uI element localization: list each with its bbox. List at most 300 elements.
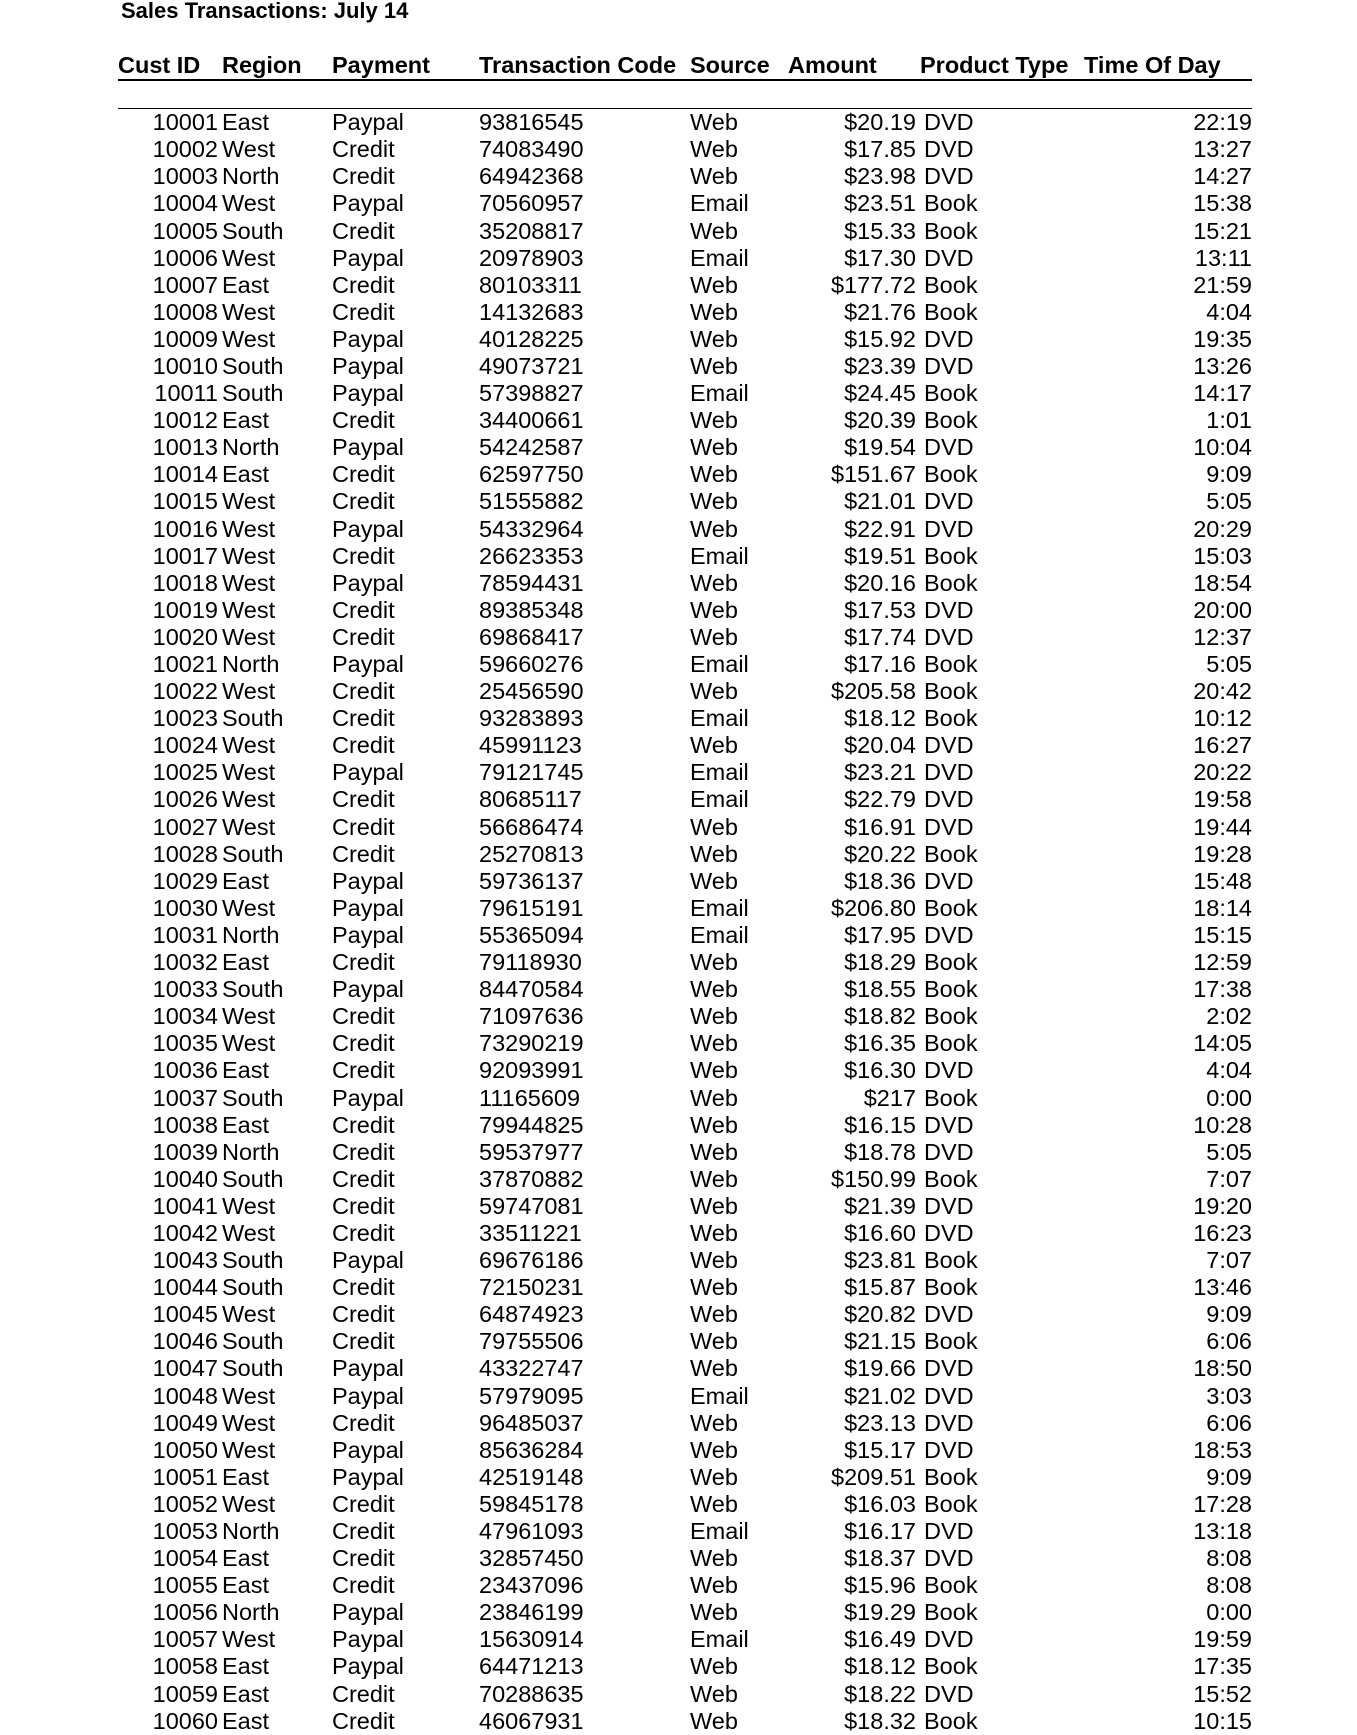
- cell-source[interactable]: Web: [690, 298, 738, 325]
- cell-product-type[interactable]: Book: [924, 1030, 978, 1057]
- cell-time-of-day[interactable]: 10:12: [1193, 705, 1252, 732]
- cell-source[interactable]: Email: [690, 542, 749, 569]
- cell-transaction-code[interactable]: 14132683: [479, 298, 584, 325]
- cell-transaction-code[interactable]: 35208817: [479, 217, 584, 244]
- cell-time-of-day[interactable]: 18:50: [1193, 1355, 1252, 1382]
- cell-payment[interactable]: Credit: [332, 949, 395, 976]
- cell-region[interactable]: West: [222, 488, 276, 515]
- cell-source[interactable]: Web: [690, 840, 738, 867]
- cell-product-type[interactable]: Book: [924, 1572, 978, 1599]
- cell-amount[interactable]: $20.16: [844, 569, 916, 596]
- cell-amount[interactable]: $19.29: [844, 1599, 916, 1626]
- cell-product-type[interactable]: DVD: [924, 623, 974, 650]
- cell-payment[interactable]: Credit: [332, 678, 395, 705]
- cell-cust-id[interactable]: 10046: [152, 1328, 218, 1355]
- cell-time-of-day[interactable]: 19:28: [1193, 840, 1252, 867]
- cell-time-of-day[interactable]: 15:52: [1193, 1680, 1252, 1707]
- cell-cust-id[interactable]: 10044: [152, 1274, 218, 1301]
- cell-time-of-day[interactable]: 18:53: [1193, 1436, 1252, 1463]
- cell-amount[interactable]: $20.82: [844, 1301, 916, 1328]
- cell-cust-id[interactable]: 10008: [152, 298, 218, 325]
- cell-time-of-day[interactable]: 12:37: [1193, 623, 1252, 650]
- cell-product-type[interactable]: Book: [924, 1274, 978, 1301]
- cell-amount[interactable]: $16.91: [844, 813, 916, 840]
- cell-product-type[interactable]: DVD: [924, 1301, 974, 1328]
- cell-region[interactable]: West: [222, 1219, 276, 1246]
- cell-region[interactable]: North: [222, 921, 280, 948]
- cell-payment[interactable]: Credit: [332, 136, 395, 163]
- cell-amount[interactable]: $16.60: [844, 1219, 916, 1246]
- cell-transaction-code[interactable]: 72150231: [479, 1274, 584, 1301]
- cell-payment[interactable]: Paypal: [332, 759, 404, 786]
- cell-payment[interactable]: Credit: [332, 840, 395, 867]
- cell-region[interactable]: North: [222, 1138, 280, 1165]
- cell-amount[interactable]: $19.54: [844, 434, 916, 461]
- cell-cust-id[interactable]: 10030: [152, 894, 218, 921]
- cell-amount[interactable]: $23.39: [844, 352, 916, 379]
- cell-region[interactable]: West: [222, 786, 276, 813]
- cell-time-of-day[interactable]: 17:28: [1193, 1490, 1252, 1517]
- cell-time-of-day[interactable]: 19:59: [1193, 1626, 1252, 1653]
- cell-payment[interactable]: Credit: [332, 1707, 395, 1734]
- cell-transaction-code[interactable]: 15630914: [479, 1626, 584, 1653]
- cell-amount[interactable]: $177.72: [831, 271, 916, 298]
- cell-region[interactable]: East: [222, 1463, 270, 1490]
- cell-payment[interactable]: Paypal: [332, 921, 404, 948]
- cell-time-of-day[interactable]: 20:42: [1193, 678, 1252, 705]
- cell-payment[interactable]: Credit: [332, 1057, 395, 1084]
- cell-region[interactable]: North: [222, 1599, 280, 1626]
- cell-amount[interactable]: $24.45: [844, 380, 916, 407]
- cell-region[interactable]: West: [222, 1382, 276, 1409]
- cell-amount[interactable]: $16.30: [844, 1057, 916, 1084]
- cell-product-type[interactable]: DVD: [924, 434, 974, 461]
- cell-region[interactable]: West: [222, 1409, 276, 1436]
- cell-transaction-code[interactable]: 69868417: [479, 623, 584, 650]
- cell-product-type[interactable]: Book: [924, 840, 978, 867]
- cell-source[interactable]: Web: [690, 623, 738, 650]
- cell-region[interactable]: South: [222, 1328, 284, 1355]
- column-header-region[interactable]: Region: [222, 52, 302, 78]
- cell-cust-id[interactable]: 10047: [152, 1355, 218, 1382]
- cell-product-type[interactable]: Book: [924, 217, 978, 244]
- cell-product-type[interactable]: DVD: [924, 1138, 974, 1165]
- cell-time-of-day[interactable]: 7:07: [1206, 1165, 1252, 1192]
- cell-amount[interactable]: $22.91: [844, 515, 916, 542]
- cell-cust-id[interactable]: 10038: [152, 1111, 218, 1138]
- cell-product-type[interactable]: Book: [924, 1165, 978, 1192]
- cell-amount[interactable]: $23.81: [844, 1247, 916, 1274]
- cell-transaction-code[interactable]: 54332964: [479, 515, 584, 542]
- cell-payment[interactable]: Credit: [332, 1219, 395, 1246]
- cell-source[interactable]: Web: [690, 1057, 738, 1084]
- cell-payment[interactable]: Credit: [332, 1192, 395, 1219]
- cell-transaction-code[interactable]: 47961093: [479, 1518, 584, 1545]
- cell-transaction-code[interactable]: 92093991: [479, 1057, 584, 1084]
- cell-source[interactable]: Web: [690, 1030, 738, 1057]
- cell-region[interactable]: West: [222, 515, 276, 542]
- cell-region[interactable]: West: [222, 678, 276, 705]
- cell-product-type[interactable]: Book: [924, 1707, 978, 1734]
- cell-amount[interactable]: $19.66: [844, 1355, 916, 1382]
- cell-region[interactable]: North: [222, 434, 280, 461]
- cell-region[interactable]: North: [222, 651, 280, 678]
- cell-region[interactable]: East: [222, 867, 270, 894]
- cell-amount[interactable]: $206.80: [831, 894, 916, 921]
- cell-cust-id[interactable]: 10060: [152, 1707, 218, 1734]
- cell-time-of-day[interactable]: 16:23: [1193, 1219, 1252, 1246]
- column-header-amount[interactable]: Amount: [788, 52, 877, 78]
- cell-product-type[interactable]: DVD: [924, 352, 974, 379]
- cell-time-of-day[interactable]: 19:20: [1193, 1192, 1252, 1219]
- cell-payment[interactable]: Credit: [332, 1301, 395, 1328]
- cell-transaction-code[interactable]: 20978903: [479, 244, 584, 271]
- cell-amount[interactable]: $16.17: [844, 1518, 916, 1545]
- cell-payment[interactable]: Credit: [332, 271, 395, 298]
- cell-region[interactable]: North: [222, 163, 280, 190]
- cell-payment[interactable]: Credit: [332, 1138, 395, 1165]
- cell-region[interactable]: South: [222, 352, 284, 379]
- cell-amount[interactable]: $23.98: [844, 163, 916, 190]
- cell-source[interactable]: Web: [690, 1165, 738, 1192]
- cell-source[interactable]: Web: [690, 515, 738, 542]
- cell-cust-id[interactable]: 10007: [152, 271, 218, 298]
- cell-amount[interactable]: $15.92: [844, 325, 916, 352]
- cell-transaction-code[interactable]: 69676186: [479, 1247, 584, 1274]
- cell-product-type[interactable]: Book: [924, 1084, 978, 1111]
- cell-region[interactable]: North: [222, 1518, 280, 1545]
- cell-cust-id[interactable]: 10001: [152, 109, 218, 136]
- cell-payment[interactable]: Paypal: [332, 894, 404, 921]
- cell-transaction-code[interactable]: 51555882: [479, 488, 584, 515]
- cell-source[interactable]: Web: [690, 163, 738, 190]
- cell-cust-id[interactable]: 10020: [152, 623, 218, 650]
- cell-source[interactable]: Web: [690, 678, 738, 705]
- cell-cust-id[interactable]: 10048: [152, 1382, 218, 1409]
- cell-product-type[interactable]: DVD: [924, 1192, 974, 1219]
- cell-time-of-day[interactable]: 5:05: [1206, 488, 1252, 515]
- cell-time-of-day[interactable]: 3:03: [1206, 1382, 1252, 1409]
- cell-source[interactable]: Web: [690, 949, 738, 976]
- cell-amount[interactable]: $22.79: [844, 786, 916, 813]
- cell-transaction-code[interactable]: 56686474: [479, 813, 584, 840]
- cell-amount[interactable]: $15.17: [844, 1436, 916, 1463]
- cell-transaction-code[interactable]: 74083490: [479, 136, 584, 163]
- cell-transaction-code[interactable]: 85636284: [479, 1436, 584, 1463]
- cell-product-type[interactable]: DVD: [924, 109, 974, 136]
- cell-region[interactable]: East: [222, 461, 270, 488]
- cell-payment[interactable]: Credit: [332, 1409, 395, 1436]
- cell-cust-id[interactable]: 10055: [152, 1572, 218, 1599]
- cell-source[interactable]: Web: [690, 1084, 738, 1111]
- cell-region[interactable]: East: [222, 1680, 270, 1707]
- column-header-product-type[interactable]: Product Type: [920, 52, 1069, 78]
- cell-cust-id[interactable]: 10012: [152, 407, 218, 434]
- cell-source[interactable]: Web: [690, 1219, 738, 1246]
- cell-payment[interactable]: Paypal: [332, 1626, 404, 1653]
- cell-payment[interactable]: Paypal: [332, 1463, 404, 1490]
- cell-source[interactable]: Web: [690, 1192, 738, 1219]
- cell-transaction-code[interactable]: 59845178: [479, 1490, 584, 1517]
- cell-region[interactable]: West: [222, 1301, 276, 1328]
- cell-amount[interactable]: $15.33: [844, 217, 916, 244]
- cell-transaction-code[interactable]: 78594431: [479, 569, 584, 596]
- cell-cust-id[interactable]: 10041: [152, 1192, 218, 1219]
- cell-transaction-code[interactable]: 46067931: [479, 1707, 584, 1734]
- cell-time-of-day[interactable]: 13:26: [1193, 352, 1252, 379]
- cell-time-of-day[interactable]: 14:17: [1193, 380, 1252, 407]
- cell-transaction-code[interactable]: 54242587: [479, 434, 584, 461]
- cell-transaction-code[interactable]: 59736137: [479, 867, 584, 894]
- cell-cust-id[interactable]: 10019: [152, 596, 218, 623]
- cell-product-type[interactable]: DVD: [924, 163, 974, 190]
- cell-cust-id[interactable]: 10039: [152, 1138, 218, 1165]
- cell-product-type[interactable]: Book: [924, 407, 978, 434]
- cell-source[interactable]: Web: [690, 488, 738, 515]
- cell-time-of-day[interactable]: 15:38: [1193, 190, 1252, 217]
- cell-product-type[interactable]: DVD: [924, 244, 974, 271]
- cell-transaction-code[interactable]: 23846199: [479, 1599, 584, 1626]
- cell-region[interactable]: East: [222, 1057, 270, 1084]
- cell-source[interactable]: Web: [690, 325, 738, 352]
- column-header-transaction-code[interactable]: Transaction Code: [479, 52, 677, 78]
- cell-product-type[interactable]: Book: [924, 271, 978, 298]
- cell-amount[interactable]: $21.15: [844, 1328, 916, 1355]
- cell-cust-id[interactable]: 10040: [152, 1165, 218, 1192]
- cell-amount[interactable]: $15.96: [844, 1572, 916, 1599]
- cell-source[interactable]: Web: [690, 569, 738, 596]
- cell-cust-id[interactable]: 10021: [152, 651, 218, 678]
- cell-time-of-day[interactable]: 14:05: [1193, 1030, 1252, 1057]
- cell-cust-id[interactable]: 10029: [152, 867, 218, 894]
- cell-product-type[interactable]: DVD: [924, 325, 974, 352]
- cell-source[interactable]: Web: [690, 407, 738, 434]
- cell-cust-id[interactable]: 10045: [152, 1301, 218, 1328]
- cell-source[interactable]: Web: [690, 352, 738, 379]
- cell-transaction-code[interactable]: 79755506: [479, 1328, 584, 1355]
- cell-cust-id[interactable]: 10027: [152, 813, 218, 840]
- cell-source[interactable]: Web: [690, 1328, 738, 1355]
- cell-region[interactable]: West: [222, 1030, 276, 1057]
- cell-time-of-day[interactable]: 19:44: [1193, 813, 1252, 840]
- cell-transaction-code[interactable]: 55365094: [479, 921, 584, 948]
- cell-transaction-code[interactable]: 42519148: [479, 1463, 584, 1490]
- cell-source[interactable]: Web: [690, 1545, 738, 1572]
- cell-transaction-code[interactable]: 70560957: [479, 190, 584, 217]
- cell-time-of-day[interactable]: 1:01: [1206, 407, 1252, 434]
- cell-transaction-code[interactable]: 59747081: [479, 1192, 584, 1219]
- cell-time-of-day[interactable]: 13:27: [1193, 136, 1252, 163]
- cell-cust-id[interactable]: 10016: [152, 515, 218, 542]
- cell-product-type[interactable]: DVD: [924, 786, 974, 813]
- cell-transaction-code[interactable]: 71097636: [479, 1003, 584, 1030]
- cell-amount[interactable]: $20.04: [844, 732, 916, 759]
- cell-payment[interactable]: Paypal: [332, 434, 404, 461]
- cell-transaction-code[interactable]: 93283893: [479, 705, 584, 732]
- cell-cust-id[interactable]: 10003: [152, 163, 218, 190]
- cell-transaction-code[interactable]: 59537977: [479, 1138, 584, 1165]
- cell-cust-id[interactable]: 10024: [152, 732, 218, 759]
- cell-payment[interactable]: Credit: [332, 1111, 395, 1138]
- cell-product-type[interactable]: Book: [924, 461, 978, 488]
- cell-source[interactable]: Email: [690, 1626, 749, 1653]
- cell-product-type[interactable]: Book: [924, 380, 978, 407]
- cell-source[interactable]: Web: [690, 1599, 738, 1626]
- cell-amount[interactable]: $20.19: [844, 109, 916, 136]
- cell-amount[interactable]: $17.30: [844, 244, 916, 271]
- cell-transaction-code[interactable]: 62597750: [479, 461, 584, 488]
- cell-cust-id[interactable]: 10022: [152, 678, 218, 705]
- cell-time-of-day[interactable]: 10:04: [1193, 434, 1252, 461]
- cell-region[interactable]: South: [222, 217, 284, 244]
- cell-amount[interactable]: $18.32: [844, 1707, 916, 1734]
- cell-amount[interactable]: $21.02: [844, 1382, 916, 1409]
- cell-time-of-day[interactable]: 15:48: [1193, 867, 1252, 894]
- cell-time-of-day[interactable]: 5:05: [1206, 1138, 1252, 1165]
- cell-time-of-day[interactable]: 13:46: [1193, 1274, 1252, 1301]
- cell-region[interactable]: West: [222, 1003, 276, 1030]
- cell-cust-id[interactable]: 10002: [152, 136, 218, 163]
- cell-payment[interactable]: Credit: [332, 1165, 395, 1192]
- cell-time-of-day[interactable]: 8:08: [1206, 1572, 1252, 1599]
- cell-product-type[interactable]: DVD: [924, 759, 974, 786]
- cell-amount[interactable]: $18.37: [844, 1545, 916, 1572]
- cell-source[interactable]: Web: [690, 1409, 738, 1436]
- cell-transaction-code[interactable]: 57979095: [479, 1382, 584, 1409]
- cell-region[interactable]: East: [222, 1707, 270, 1734]
- cell-product-type[interactable]: Book: [924, 542, 978, 569]
- cell-time-of-day[interactable]: 9:09: [1206, 1301, 1252, 1328]
- cell-product-type[interactable]: DVD: [924, 1436, 974, 1463]
- cell-payment[interactable]: Paypal: [332, 1599, 404, 1626]
- cell-transaction-code[interactable]: 40128225: [479, 325, 584, 352]
- cell-source[interactable]: Email: [690, 1382, 749, 1409]
- cell-source[interactable]: Email: [690, 894, 749, 921]
- cell-amount[interactable]: $21.39: [844, 1192, 916, 1219]
- cell-region[interactable]: South: [222, 840, 284, 867]
- cell-cust-id[interactable]: 10059: [152, 1680, 218, 1707]
- cell-region[interactable]: East: [222, 109, 270, 136]
- cell-payment[interactable]: Credit: [332, 813, 395, 840]
- cell-region[interactable]: West: [222, 759, 276, 786]
- cell-transaction-code[interactable]: 32857450: [479, 1545, 584, 1572]
- cell-product-type[interactable]: Book: [924, 1653, 978, 1680]
- cell-region[interactable]: West: [222, 732, 276, 759]
- cell-time-of-day[interactable]: 20:29: [1193, 515, 1252, 542]
- cell-payment[interactable]: Paypal: [332, 380, 404, 407]
- cell-source[interactable]: Web: [690, 1490, 738, 1517]
- cell-cust-id[interactable]: 10026: [152, 786, 218, 813]
- cell-product-type[interactable]: Book: [924, 1003, 978, 1030]
- cell-cust-id[interactable]: 10006: [152, 244, 218, 271]
- cell-transaction-code[interactable]: 33511221: [479, 1219, 582, 1246]
- cell-cust-id[interactable]: 10017: [152, 542, 218, 569]
- cell-region[interactable]: West: [222, 190, 276, 217]
- cell-transaction-code[interactable]: 93816545: [479, 109, 584, 136]
- cell-amount[interactable]: $16.35: [844, 1030, 916, 1057]
- cell-amount[interactable]: $16.03: [844, 1490, 916, 1517]
- cell-payment[interactable]: Credit: [332, 1030, 395, 1057]
- cell-source[interactable]: Email: [690, 705, 749, 732]
- cell-time-of-day[interactable]: 15:21: [1193, 217, 1252, 244]
- cell-payment[interactable]: Credit: [332, 298, 395, 325]
- cell-amount[interactable]: $20.22: [844, 840, 916, 867]
- cell-cust-id[interactable]: 10042: [152, 1219, 218, 1246]
- cell-product-type[interactable]: DVD: [924, 1355, 974, 1382]
- cell-product-type[interactable]: Book: [924, 1463, 978, 1490]
- cell-cust-id[interactable]: 10028: [152, 840, 218, 867]
- cell-cust-id[interactable]: 10031: [152, 921, 218, 948]
- cell-transaction-code[interactable]: 45991123: [479, 732, 582, 759]
- cell-time-of-day[interactable]: 10:28: [1193, 1111, 1252, 1138]
- cell-source[interactable]: Web: [690, 461, 738, 488]
- cell-cust-id[interactable]: 10015: [152, 488, 218, 515]
- cell-time-of-day[interactable]: 18:54: [1193, 569, 1252, 596]
- cell-region[interactable]: West: [222, 244, 276, 271]
- cell-amount[interactable]: $18.82: [844, 1003, 916, 1030]
- cell-region[interactable]: South: [222, 705, 284, 732]
- cell-amount[interactable]: $21.01: [844, 488, 916, 515]
- cell-transaction-code[interactable]: 34400661: [479, 407, 584, 434]
- cell-source[interactable]: Web: [690, 596, 738, 623]
- cell-payment[interactable]: Credit: [332, 1545, 395, 1572]
- cell-payment[interactable]: Credit: [332, 1572, 395, 1599]
- cell-cust-id[interactable]: 10013: [152, 434, 218, 461]
- cell-region[interactable]: South: [222, 976, 284, 1003]
- column-header-time-of-day[interactable]: Time Of Day: [1084, 52, 1221, 78]
- cell-amount[interactable]: $19.51: [844, 542, 916, 569]
- cell-region[interactable]: South: [222, 1247, 284, 1274]
- cell-region[interactable]: West: [222, 1436, 276, 1463]
- cell-source[interactable]: Web: [690, 1247, 738, 1274]
- cell-region[interactable]: West: [222, 325, 276, 352]
- cell-region[interactable]: South: [222, 380, 284, 407]
- cell-payment[interactable]: Paypal: [332, 352, 404, 379]
- cell-amount[interactable]: $18.55: [844, 976, 916, 1003]
- cell-cust-id[interactable]: 10053: [152, 1518, 218, 1545]
- cell-amount[interactable]: $217: [863, 1084, 916, 1111]
- cell-time-of-day[interactable]: 12:59: [1193, 949, 1252, 976]
- cell-source[interactable]: Web: [690, 136, 738, 163]
- column-header-source[interactable]: Source: [690, 52, 770, 78]
- cell-payment[interactable]: Paypal: [332, 109, 404, 136]
- cell-region[interactable]: West: [222, 569, 276, 596]
- cell-cust-id[interactable]: 10043: [152, 1247, 218, 1274]
- cell-transaction-code[interactable]: 23437096: [479, 1572, 584, 1599]
- cell-time-of-day[interactable]: 17:38: [1193, 976, 1252, 1003]
- cell-transaction-code[interactable]: 25270813: [479, 840, 584, 867]
- cell-time-of-day[interactable]: 15:15: [1193, 921, 1252, 948]
- cell-product-type[interactable]: DVD: [924, 1409, 974, 1436]
- cell-transaction-code[interactable]: 80103311: [479, 271, 582, 298]
- cell-amount[interactable]: $18.36: [844, 867, 916, 894]
- cell-region[interactable]: South: [222, 1274, 284, 1301]
- cell-time-of-day[interactable]: 14:27: [1193, 163, 1252, 190]
- cell-source[interactable]: Web: [690, 434, 738, 461]
- cell-payment[interactable]: Credit: [332, 705, 395, 732]
- cell-transaction-code[interactable]: 73290219: [479, 1030, 584, 1057]
- cell-region[interactable]: East: [222, 271, 270, 298]
- cell-product-type[interactable]: Book: [924, 949, 978, 976]
- cell-amount[interactable]: $151.67: [831, 461, 916, 488]
- cell-source[interactable]: Web: [690, 1274, 738, 1301]
- cell-product-type[interactable]: DVD: [924, 488, 974, 515]
- cell-cust-id[interactable]: 10005: [152, 217, 218, 244]
- cell-payment[interactable]: Credit: [332, 1490, 395, 1517]
- cell-transaction-code[interactable]: 70288635: [479, 1680, 584, 1707]
- cell-source[interactable]: Email: [690, 651, 749, 678]
- cell-source[interactable]: Web: [690, 1301, 738, 1328]
